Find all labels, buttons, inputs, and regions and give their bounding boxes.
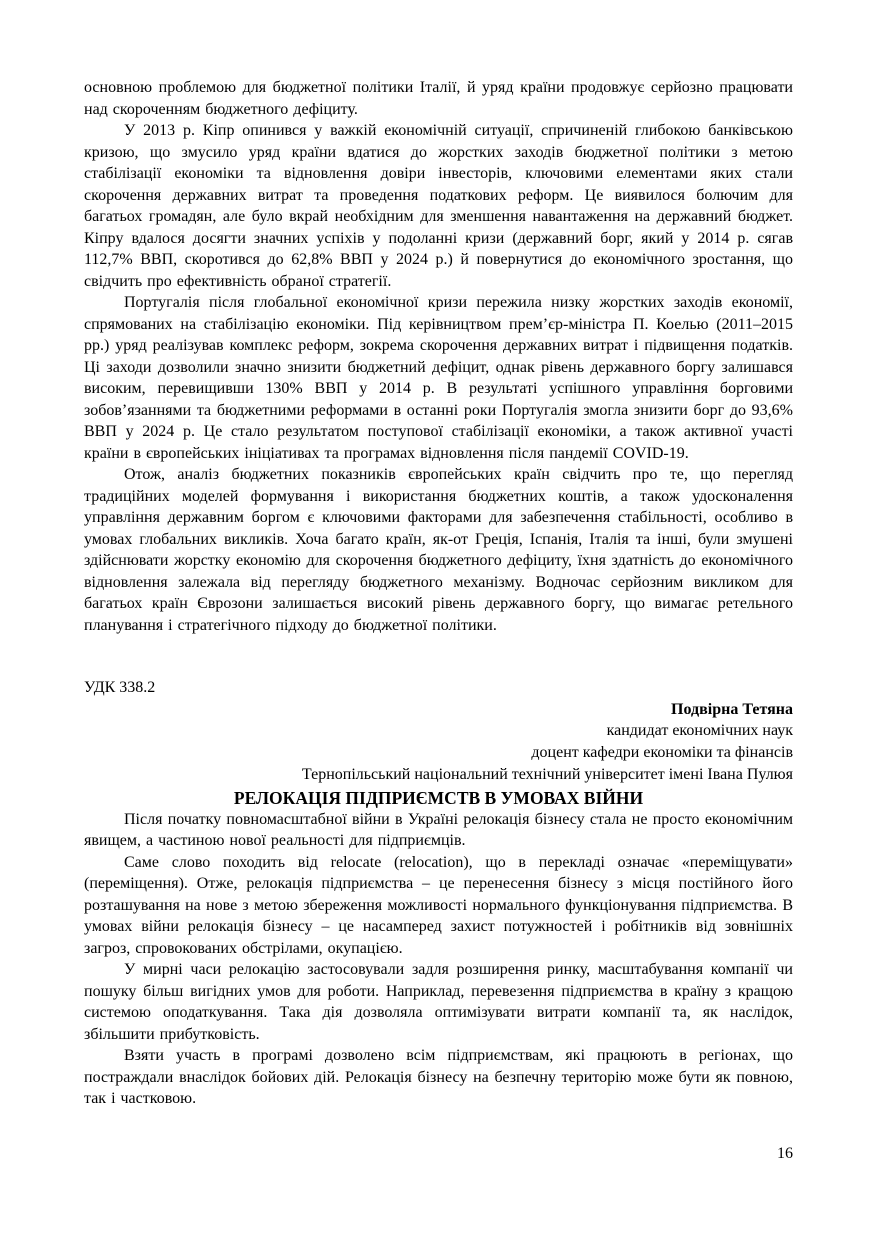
paragraph-relocation-peacetime: У мирні часи релокацію застосовували задля розширення ринку, масштабування компанії чи пошуку більш вигідних умов для роботи. Наприклад, перевезення підприємства в країну з кращою системою оподаткування. Така дія дозволяла оптимізувати витрати компанії та, як наслідок, збільшити прибутковість.: [84, 961, 793, 1043]
author-position: доцент кафедри економіки та фінансів: [531, 744, 793, 762]
paragraph-relocation-definition: Саме слово походить від relocate (relocation), що в перекладі означає «переміщувати» (переміщення). Отже, релокація підприємства – це перенесення бізнесу з місця постійного його розташування на нове з метою збереження можливості нормального функціонування підприємства. В умовах війни релокація бізнесу – це насамперед захист потужностей і робітників від зовнішніх загроз, спровокованих обстрілами, окупацією.: [84, 853, 793, 957]
author-degree: кандидат економічних наук: [606, 722, 793, 740]
author-affiliation: Тернопільський національний технічний університет імені Івана Пулюя: [301, 765, 793, 783]
author-name: Подвірна Тетяна: [671, 700, 793, 718]
paragraph-cyprus: У 2013 р. Кіпр опинився у важкій економічній ситуації, спричиненій глибокою банківською кризою, що змусило уряд країни вдатися до жорстких заходів бюджетної політики з метою стабілізації економіки та відновлення довіри інвесторів, ключовими елементами яких стали скорочення державних витрат та проведення податкових реформ. Це виявилося болючим для багатьох громадян, але було вкрай необхідним для зменшення навантаження на державний бюджет. Кіпру вдалося досягти значних успіхів у подоланні кризи (державний борг, який у 2014 р. сягав 112,7% ВВП, скоротився до 62,8% ВВП у 2024 р.) й повернутися до економічного зростання, що свідчить про ефективність обраної стратегії.: [84, 122, 793, 290]
paragraph-relocation-program: Взяти участь в програмі дозволено всім підприємствам, які працюють в регіонах, що постраждали внаслідок бойових дій. Релокація бізнесу на безпечну територію може бути як повною, так і частковою.: [84, 1047, 793, 1108]
article-title: РЕЛОКАЦІЯ ПІДПРИЄМСТВ В УМОВАХ ВІЙНИ: [233, 787, 644, 808]
page-content: [84, 77, 793, 1110]
paragraph-portugal: Португалія після глобальної економічної кризи пережила низку жорстких заходів економії, спрямованих на стабілізацію економіки. Під керівництвом прем’єр-міністра П. Коелью (2011–2015 рр.) уряд реалізував комплекс реформ, зокрема скорочення державних витрат і підвищення податків. Ці заходи дозволили значно знизити бюджетний дефіцит, однак рівень державного боргу залишався високим, перевищивши 130% ВВП у 2014 р. В результаті успішного управління борговими зобов’язаннями та бюджетними реформами в останні роки Португалія змогла знизити борг до 93,6% ВВП у 2024 р. Це стало результатом поступової стабілізації економіки, а також активної участі країни в європейських ініціативах та програмах відновлення після пандемії COVID-19.: [84, 294, 793, 462]
paragraph-italy-continuation: основною проблемою для бюджетної політики Італії, й уряд країни продовжує серйозно працювати над скороченням бюджетного дефіциту.: [84, 79, 793, 118]
page-number: 16: [777, 1145, 793, 1162]
udc-code: УДК 338.2: [84, 679, 156, 696]
paragraph-relocation-intro: Після початку повномасштабної війни в Україні релокація бізнесу стала не просто економічним явищем, а частиною нової реальності для підприємців.: [84, 810, 793, 850]
author-block: [84, 699, 793, 786]
paragraph-conclusion: Отож, аналіз бюджетних показників європейських країн свідчить про те, що перегляд традиційних моделей формування і використання бюджетних коштів, а також удосконалення управління державним боргом є ключовими факторами для забезпечення стабільності, особливо в умовах глобальних викликів. Хоча багато країн, як-от Греція, Іспанія, Італія та інші, були змушені здійснювати жорстку економію для скорочення бюджетного дефіциту, їхня здатність до економічного відновлення залежала від перегляду бюджетного механізму. Водночас серйозним викликом для багатьох країн Єврозони залишається високий рівень державного боргу, що вимагає ретельного планування і стратегічного підходу до бюджетної політики.: [84, 466, 793, 634]
